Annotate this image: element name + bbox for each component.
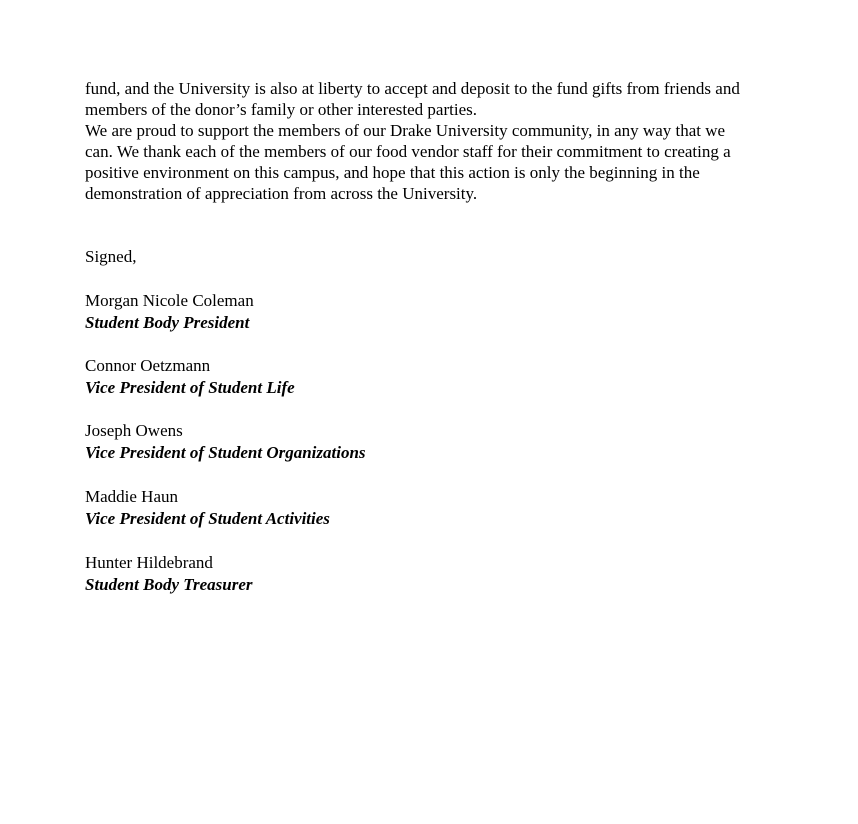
closing-text: Signed, [85,247,137,266]
body-line: fund, and the University is also at liberty to accept and deposit to the fund gifts from friends and [85,79,740,98]
signatory-title: Vice President of Student Organizations [85,443,366,462]
signatory-block [85,552,253,596]
letter-body [85,78,785,204]
signatory-name: Connor Oetzmann [85,356,211,375]
signatory-title: Vice President of Student Life [85,378,295,397]
signatory-block [85,486,330,530]
body-line: positive environment on this campus, and hope that this action is only the beginning in the [85,163,700,182]
signatory-name: Joseph Owens [85,421,183,440]
body-line: We are proud to support the members of our Drake University community, in any way that we [85,121,726,140]
signatory-title: Student Body Treasurer [85,575,253,594]
signatory-block [85,420,366,464]
signatory-name: Morgan Nicole Coleman [85,291,254,310]
signatory-block [85,355,295,399]
signatory-title: Student Body President [85,313,250,332]
signatory-name: Hunter Hildebrand [85,553,213,572]
body-line: demonstration of appreciation from across the University. [85,184,478,203]
signatory-block [85,290,254,334]
signatory-title: Vice President of Student Activities [85,509,330,528]
body-line: members of the donor’s family or other interested parties. [85,100,477,119]
body-line: can. We thank each of the members of our food vendor staff for their commitment to creating a [85,142,731,161]
signatory-name: Maddie Haun [85,487,179,506]
